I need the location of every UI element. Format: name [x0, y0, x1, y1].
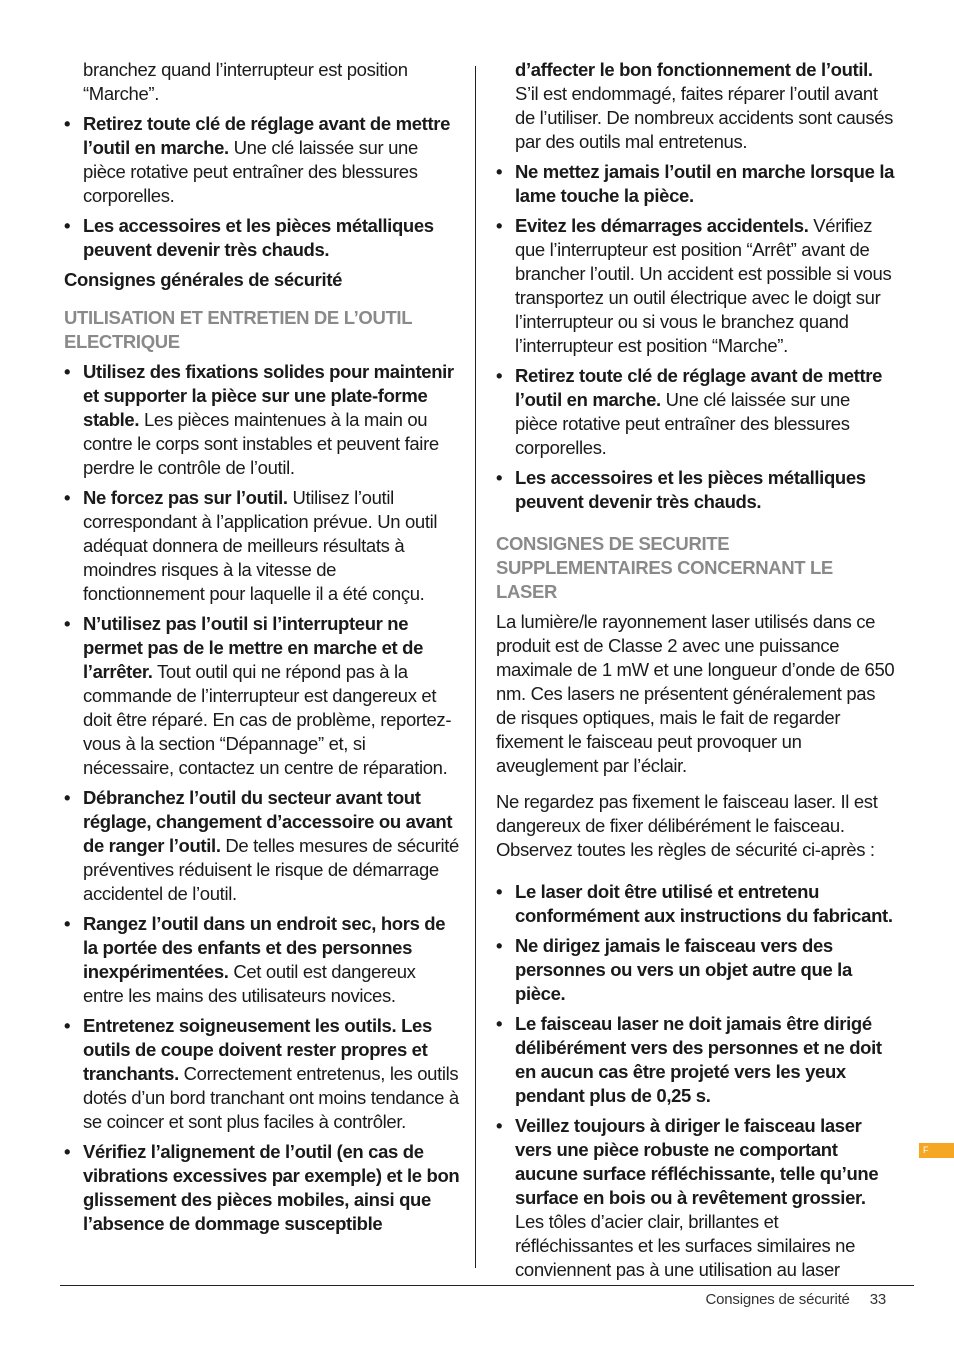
bullet-bold: Rangez l’outil dans un endroit sec, hors de la portée des enfants et des personnes inexpérimentées.	[83, 913, 446, 982]
bullet-item	[64, 1140, 460, 1236]
page-footer	[705, 1291, 886, 1308]
bullet-text: Utilisez l’outil correspondant à l’application prévue. Un outil adéquat donnera de meilleurs résultats à moindres risques à la vitesse de fonctionnement pour laquelle il a été conçu.	[83, 487, 438, 604]
bullet-item	[64, 360, 460, 480]
paragraph: La lumière/le rayonnement laser utilisés dans ce produit est de Classe 2 avec une puissance maximale de 1 mW et une longueur d’onde de 650 nm. Ces lasers ne présentent généralement pas de risques optiques, mais le fait de regarder fixement le faisceau peut provoquer un aveuglement par l’éclair.	[496, 611, 895, 776]
continued-bold: d’affecter le bon fonctionnement de l’outil.	[515, 59, 873, 80]
right-column	[496, 58, 896, 1288]
bullet-text: Vérifiez que l’interrupteur est position “Arrêt” avant de brancher l’outil. Un accident est possible si vous transportez un outil électrique avec le doigt sur l’interrupteur ou si vous le branchez quand l’interrupteur est position “Marche”.	[515, 215, 892, 356]
bullet-bold: Utilisez des fixations solides pour maintenir et supporter la pièce sur une plate-forme stable.	[83, 361, 454, 430]
bullet-text: Tout outil qui ne répond pas à la commande de l’interrupteur est dangereux et doit être réparé. En cas de problème, reportez-vous à la section “Dépannage” et, si nécessaire, contactez un centre de réparation.	[83, 661, 452, 778]
bullet-text: Cet outil est dangereux entre les mains des utilisateurs novices.	[83, 961, 416, 1006]
bullet-item	[64, 486, 460, 606]
section-title: UTILISATION ET ENTRETIEN DE L’OUTIL ELECTRIQUE	[64, 307, 412, 352]
bullet-item	[64, 912, 460, 1008]
bullet-bold: Le faisceau laser ne doit jamais être dirigé délibérément vers des personnes et ne doit en aucun cas être projeté vers les yeux pendant plus de 0,25 s.	[515, 1013, 882, 1106]
bullet-item	[64, 1014, 460, 1134]
bullet-bold: Evitez les démarrages accidentels.	[515, 215, 809, 236]
bullet-item	[496, 466, 896, 514]
bullet-item	[496, 214, 896, 358]
subheading: Consignes générales de sécurité	[64, 269, 343, 290]
bullet-item	[496, 934, 896, 1006]
bullet-text: De telles mesures de sécurité préventives réduisent le risque de démarrage accidentel de l’outil.	[83, 835, 459, 904]
language-tab: F	[919, 1143, 954, 1158]
bullet-text: Les pièces maintenues à la main ou contre le corps sont instables et peuvent faire perdre le contrôle de l’outil.	[83, 409, 439, 478]
bullet-bold: Les accessoires et les pièces métalliques peuvent devenir très chauds.	[83, 215, 434, 260]
continued-body: S’il est endommagé, faites réparer l’outil avant de l’utiliser. De nombreux accidents sont causés par des outils mal entretenus.	[515, 83, 894, 152]
bullet-bold: Veillez toujours à diriger le faisceau laser vers une pièce robuste ne comportant aucune surface réfléchissante, telle qu’une surface en bois ou à revêtement grossier.	[515, 1115, 879, 1208]
bullet-bold: Les accessoires et les pièces métalliques peuvent devenir très chauds.	[515, 467, 866, 512]
bullet-bold: Vérifiez l’alignement de l’outil (en cas de vibrations excessives par exemple) et le bon glissement des pièces mobiles, ainsi que l’absence de dommage susceptible	[83, 1141, 460, 1234]
continued-text	[496, 58, 896, 154]
bullet-bold: Ne mettez jamais l’outil en marche lorsque la lame touche la pièce.	[515, 161, 895, 206]
bullet-item	[64, 786, 460, 906]
bullet-bold: Débranchez l’outil du secteur avant tout réglage, changement d’accessoire ou avant de ranger l’outil.	[83, 787, 453, 856]
bullet-item	[496, 1012, 896, 1108]
footer-section: Consignes de sécurité	[705, 1291, 850, 1308]
bullet-item	[64, 214, 460, 262]
bullet-bold: Le laser doit être utilisé et entretenu conformément aux instructions du fabricant.	[515, 881, 893, 926]
bullet-text: Les tôles d’acier clair, brillantes et réfléchissantes et les surfaces similaires ne conviennent pas à une utilisation au laser	[515, 1211, 856, 1280]
footer-rule	[60, 1285, 914, 1286]
page-number: 33	[869, 1291, 886, 1308]
bullet-item	[496, 160, 896, 208]
bullet-bold: Ne forcez pas sur l’outil.	[83, 487, 288, 508]
column-divider	[475, 66, 476, 1268]
section-title: CONSIGNES DE SECURITE SUPPLEMENTAIRES CONCERNANT LE LASER	[496, 533, 833, 602]
bullet-item	[64, 612, 460, 780]
bullet-bold: Ne dirigez jamais le faisceau vers des personnes ou vers un objet autre que la pièce.	[515, 935, 852, 1004]
bullet-item	[64, 112, 460, 208]
bullet-text: Correctement entretenus, les outils dotés d’un bord tranchant ont moins tendance à se coincer et sont plus faciles à contrôler.	[83, 1063, 459, 1132]
bullet-bold: N’utilisez pas l’outil si l’interrupteur ne permet pas de le mettre en marche et de l’arrêter.	[83, 613, 424, 682]
continued-text: branchez quand l’interrupteur est position “Marche”.	[83, 59, 408, 104]
left-column	[64, 58, 460, 1242]
bullet-item	[496, 364, 896, 460]
bullet-text: Une clé laissée sur une pièce rotative peut entraîner des blessures corporelles.	[515, 389, 850, 458]
bullet-item	[496, 1114, 896, 1282]
bullet-item	[496, 880, 896, 928]
bullet-bold: Retirez toute clé de réglage avant de mettre l’outil en marche.	[515, 365, 883, 410]
bullet-bold: Retirez toute clé de réglage avant de mettre l’outil en marche.	[83, 113, 451, 158]
bullet-text: Une clé laissée sur une pièce rotative peut entraîner des blessures corporelles.	[83, 137, 418, 206]
paragraph: Ne regardez pas fixement le faisceau laser. Il est dangereux de fixer délibérément le faisceau. Observez toutes les règles de sécurité ci-après :	[496, 791, 878, 860]
bullet-bold: Entretenez soigneusement les outils. Les outils de coupe doivent rester propres et tranchants.	[83, 1015, 432, 1084]
